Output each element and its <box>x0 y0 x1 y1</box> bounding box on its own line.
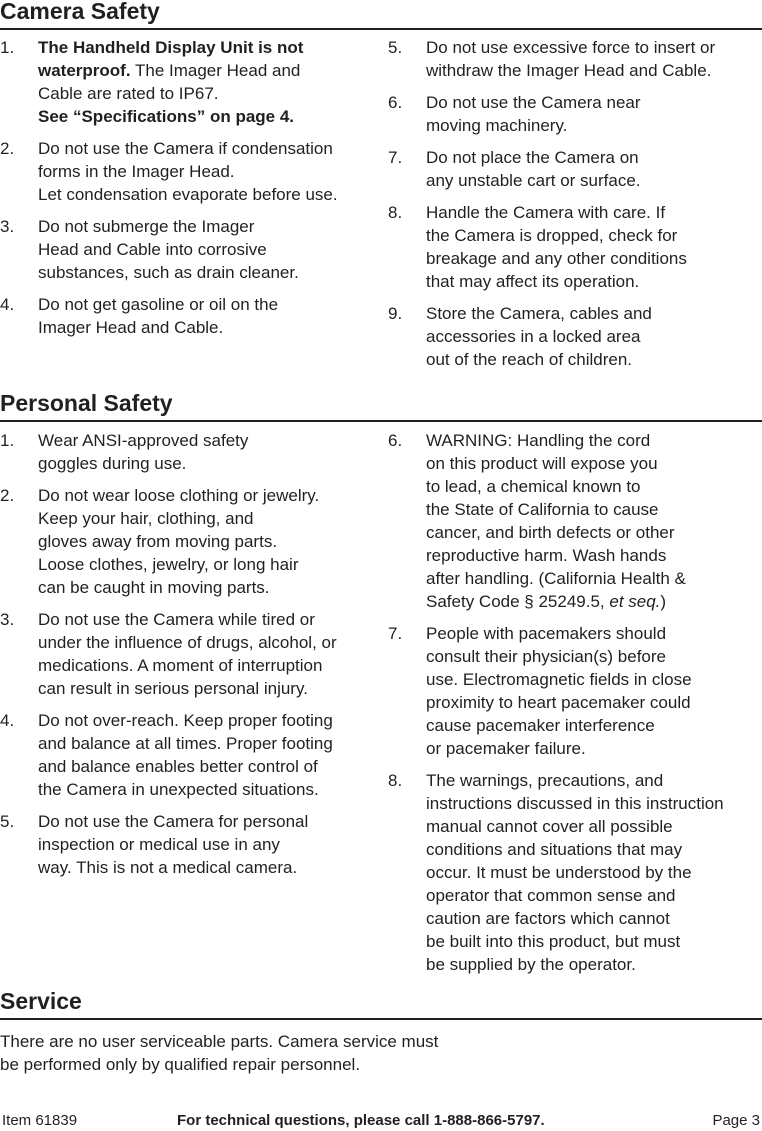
text-run: Do not over-reach. Keep proper footing <box>38 711 333 730</box>
item-line <box>426 953 760 976</box>
text-run: withdraw the Imager Head and Cable. <box>426 61 712 80</box>
text-run: moving machinery. <box>426 116 568 135</box>
item-line <box>426 247 760 270</box>
item-line <box>426 521 760 544</box>
item-line <box>38 293 372 316</box>
item-line <box>38 59 372 82</box>
list-item <box>0 429 372 475</box>
item-line <box>38 778 372 801</box>
list-item <box>0 36 372 128</box>
list-item <box>0 293 372 339</box>
item-line <box>38 484 372 507</box>
item-line <box>38 82 372 105</box>
text-run: operator that common sense and <box>426 886 676 905</box>
item-line <box>38 856 372 879</box>
personal-safety-rule <box>0 420 762 422</box>
text-run: Wear ANSI-approved safety <box>38 431 249 450</box>
text-run: use. Electromagnetic fields in close <box>426 670 692 689</box>
text-run: caution are factors which cannot <box>426 909 670 928</box>
list-item <box>388 36 760 82</box>
text-run: People with pacemakers should <box>426 624 667 643</box>
item-line <box>38 833 372 856</box>
personal-safety-left-column <box>0 429 372 888</box>
item-line <box>426 590 760 613</box>
text-run: cancer, and birth defects or other <box>426 523 675 542</box>
item-number: 6. <box>388 93 403 112</box>
text-run: be built into this product, but must <box>426 932 681 951</box>
text-run: Store the Camera, cables and <box>426 304 652 323</box>
item-line <box>426 429 760 452</box>
text-run: gloves away from moving parts. <box>38 532 278 551</box>
list-item <box>0 137 372 206</box>
item-line <box>426 36 760 59</box>
item-line <box>38 810 372 833</box>
text-run: et seq. <box>609 592 661 611</box>
item-line <box>38 709 372 732</box>
list-item <box>388 622 760 760</box>
item-line <box>426 861 760 884</box>
item-number: 9. <box>388 304 403 323</box>
item-line <box>426 714 760 737</box>
text-run: to lead, a chemical known to <box>426 477 641 496</box>
list-item <box>388 769 760 976</box>
item-line <box>38 316 372 339</box>
text-run: under the influence of drugs, alcohol, or <box>38 633 337 652</box>
text-run: breakage and any other conditions <box>426 249 687 268</box>
text-run: can be caught in moving parts. <box>38 578 270 597</box>
item-line <box>38 261 372 284</box>
item-line <box>426 201 760 224</box>
item-line <box>426 325 760 348</box>
item-number: 2. <box>0 486 15 505</box>
text-run: can result in serious personal injury. <box>38 679 308 698</box>
item-line <box>426 691 760 714</box>
text-run: Do not use the Camera while tired or <box>38 610 315 629</box>
text-run: reproductive harm. Wash hands <box>426 546 667 565</box>
text-run: forms in the Imager Head. <box>38 162 235 181</box>
item-number: 7. <box>388 148 403 167</box>
item-line <box>38 105 372 128</box>
item-line <box>38 576 372 599</box>
item-line <box>426 907 760 930</box>
text-run: See “Specifications” on page 4. <box>38 107 295 126</box>
camera-safety-left-column <box>0 36 372 348</box>
text-run: the State of California to cause <box>426 500 659 519</box>
camera-safety-heading: Camera Safety <box>0 0 160 24</box>
service-paragraph <box>0 1030 438 1076</box>
item-number: 4. <box>0 711 15 730</box>
item-line <box>426 146 760 169</box>
text-run: The Handheld Display Unit is not <box>38 38 304 57</box>
item-line <box>38 137 372 160</box>
text-run: that may affect its operation. <box>426 272 640 291</box>
text-run: any unstable cart or surface. <box>426 171 641 190</box>
item-line <box>426 114 760 137</box>
item-line <box>38 553 372 576</box>
service-line: There are no user serviceable parts. Camera service must <box>0 1032 439 1051</box>
text-run: after handling. (California Health & <box>426 569 686 588</box>
item-line <box>38 183 372 206</box>
text-run: manual cannot cover all possible <box>426 817 673 836</box>
text-run: Cable are rated to IP67. <box>38 84 219 103</box>
text-run: conditions and situations that may <box>426 840 683 859</box>
item-number: 2. <box>0 139 15 158</box>
text-run: Do not wear loose clothing or jewelry. <box>38 486 320 505</box>
item-line <box>38 732 372 755</box>
text-run: cause pacemaker interference <box>426 716 655 735</box>
item-line <box>426 645 760 668</box>
item-line <box>38 429 372 452</box>
item-line <box>426 452 760 475</box>
item-line <box>426 169 760 192</box>
text-run: waterproof. <box>38 61 131 80</box>
item-line <box>426 348 760 371</box>
text-run: Do not get gasoline or oil on the <box>38 295 279 314</box>
text-run: and balance enables better control of <box>38 757 318 776</box>
list-item <box>0 709 372 801</box>
text-run: ) <box>660 592 667 611</box>
item-line <box>426 769 760 792</box>
text-run: accessories in a locked area <box>426 327 641 346</box>
text-run: the Camera in unexpected situations. <box>38 780 319 799</box>
item-line <box>38 608 372 631</box>
text-run: consult their physician(s) before <box>426 647 667 666</box>
list-item <box>388 429 760 613</box>
personal-safety-heading: Personal Safety <box>0 390 173 416</box>
text-run: Loose clothes, jewelry, or long hair <box>38 555 299 574</box>
item-line <box>38 530 372 553</box>
text-run: The Imager Head and <box>130 61 301 80</box>
text-run: Do not place the Camera on <box>426 148 639 167</box>
item-line <box>38 507 372 530</box>
item-line <box>426 302 760 325</box>
item-line <box>38 654 372 677</box>
item-line <box>38 238 372 261</box>
item-line <box>38 631 372 654</box>
text-run: inspection or medical use in any <box>38 835 280 854</box>
service-line: be performed only by qualified repair personnel. <box>0 1055 361 1074</box>
list-item <box>0 215 372 284</box>
text-run: Do not use the Camera near <box>426 93 641 112</box>
service-rule <box>0 1018 762 1020</box>
camera-safety-rule <box>0 28 762 30</box>
text-run: Do not submerge the Imager <box>38 217 255 236</box>
text-run: way. This is not a medical camera. <box>38 858 298 877</box>
item-line <box>426 567 760 590</box>
list-item <box>388 302 760 371</box>
item-line <box>426 622 760 645</box>
item-line <box>426 930 760 953</box>
text-run: on this product will expose you <box>426 454 658 473</box>
text-run: or pacemaker failure. <box>426 739 586 758</box>
text-run: Let condensation evaporate before use. <box>38 185 338 204</box>
text-run: Safety Code § 25249.5, <box>426 592 610 611</box>
text-run: medications. A moment of interruption <box>38 656 323 675</box>
item-line <box>426 475 760 498</box>
text-run: proximity to heart pacemaker could <box>426 693 691 712</box>
item-line <box>38 36 372 59</box>
text-run: substances, such as drain cleaner. <box>38 263 299 282</box>
item-line <box>426 224 760 247</box>
text-run: Do not use excessive force to insert or <box>426 38 716 57</box>
item-number: 3. <box>0 217 15 236</box>
item-line <box>38 160 372 183</box>
item-number: 6. <box>388 431 403 450</box>
text-run: the Camera is dropped, check for <box>426 226 678 245</box>
item-number: 3. <box>0 610 15 629</box>
item-line <box>426 838 760 861</box>
item-line <box>426 884 760 907</box>
personal-safety-right-column <box>388 429 760 985</box>
camera-safety-right-column <box>388 36 760 380</box>
footer-page-number: Page 3 <box>712 1112 760 1129</box>
list-item <box>388 146 760 192</box>
item-number: 1. <box>0 431 15 450</box>
item-line <box>426 544 760 567</box>
text-run: out of the reach of children. <box>426 350 633 369</box>
text-run: The warnings, precautions, and <box>426 771 664 790</box>
list-item <box>0 608 372 700</box>
item-number: 8. <box>388 771 403 790</box>
item-line <box>426 59 760 82</box>
footer-item-number: Item 61839 <box>2 1112 78 1129</box>
footer-technical-contact: For technical questions, please call 1-888-866-5797. <box>177 1112 545 1129</box>
item-line <box>38 452 372 475</box>
item-line <box>426 737 760 760</box>
list-item <box>0 810 372 879</box>
service-heading: Service <box>0 988 82 1014</box>
item-number: 7. <box>388 624 403 643</box>
text-run: Do not use the Camera for personal <box>38 812 309 831</box>
item-line <box>426 91 760 114</box>
text-run: Head and Cable into corrosive <box>38 240 267 259</box>
list-item <box>388 201 760 293</box>
item-number: 5. <box>388 38 403 57</box>
text-run: instructions discussed in this instruction <box>426 794 724 813</box>
item-number: 8. <box>388 203 403 222</box>
text-run: Handle the Camera with care. If <box>426 203 666 222</box>
item-number: 4. <box>0 295 15 314</box>
item-line <box>38 215 372 238</box>
item-line <box>426 815 760 838</box>
text-run: WARNING: Handling the cord <box>426 431 651 450</box>
text-run: Imager Head and Cable. <box>38 318 224 337</box>
item-line <box>38 677 372 700</box>
list-item <box>0 484 372 599</box>
text-run: goggles during use. <box>38 454 187 473</box>
text-run: occur. It must be understood by the <box>426 863 692 882</box>
list-item <box>388 91 760 137</box>
text-run: and balance at all times. Proper footing <box>38 734 333 753</box>
item-line <box>38 755 372 778</box>
item-line <box>426 498 760 521</box>
item-line <box>426 270 760 293</box>
text-run: Do not use the Camera if condensation <box>38 139 333 158</box>
item-number: 1. <box>0 38 15 57</box>
text-run: Keep your hair, clothing, and <box>38 509 254 528</box>
text-run: be supplied by the operator. <box>426 955 636 974</box>
item-number: 5. <box>0 812 15 831</box>
item-line <box>426 792 760 815</box>
item-line <box>426 668 760 691</box>
